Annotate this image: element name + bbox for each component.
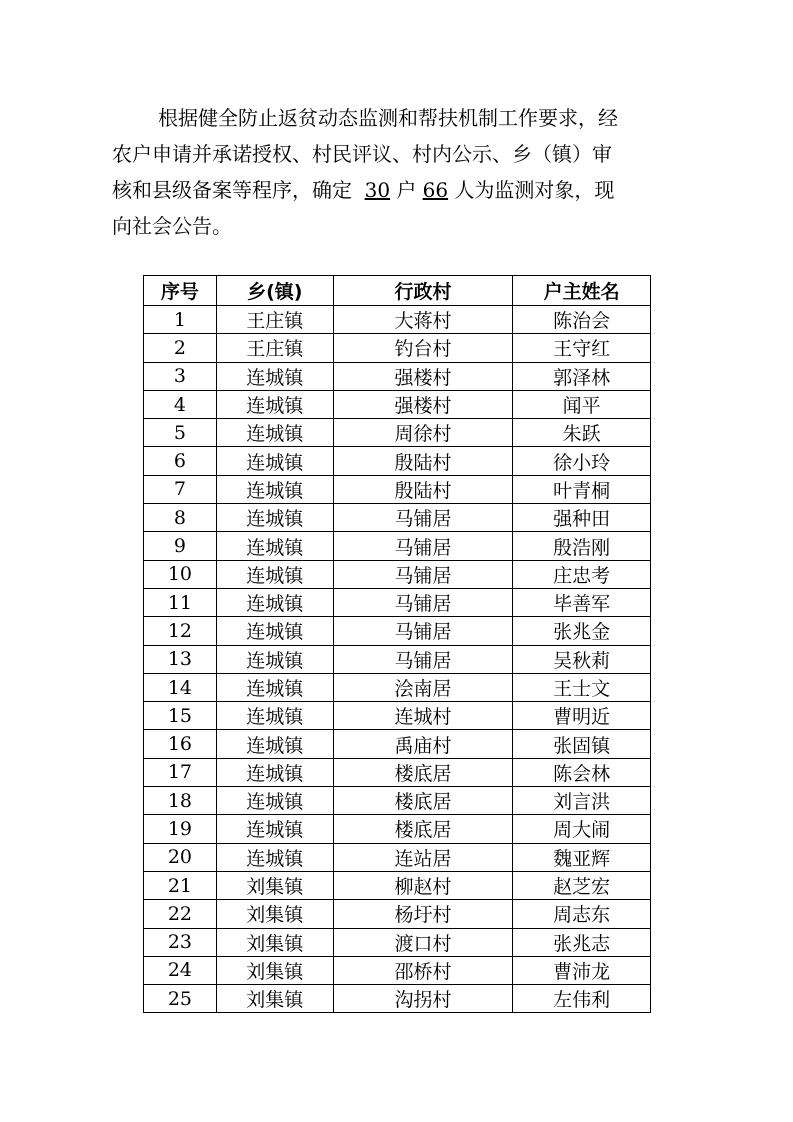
village-cell: 马铺居 xyxy=(333,617,513,645)
table-row xyxy=(144,475,651,503)
row-index: 21 xyxy=(144,871,217,899)
township-cell: 连城镇 xyxy=(216,787,333,815)
table-row xyxy=(144,390,651,418)
table-row xyxy=(144,645,651,673)
row-index: 25 xyxy=(144,985,217,1013)
village-cell: 马铺居 xyxy=(333,504,513,532)
row-index: 7 xyxy=(144,475,217,503)
householder-cell: 左伟利 xyxy=(513,985,651,1013)
township-cell: 连城镇 xyxy=(216,390,333,418)
row-index: 14 xyxy=(144,673,217,701)
township-cell: 刘集镇 xyxy=(216,985,333,1013)
table-row xyxy=(144,306,651,334)
household-count: 30 xyxy=(364,178,391,202)
village-cell: 沟拐村 xyxy=(333,985,513,1013)
village-cell: 马铺居 xyxy=(333,588,513,616)
township-cell: 连城镇 xyxy=(216,673,333,701)
householder-cell: 郭泽林 xyxy=(513,362,651,390)
table-row xyxy=(144,504,651,532)
table-row xyxy=(144,787,651,815)
table-row xyxy=(144,815,651,843)
township-cell: 刘集镇 xyxy=(216,928,333,956)
row-index: 11 xyxy=(144,588,217,616)
table-row xyxy=(144,617,651,645)
householder-cell: 毕善军 xyxy=(513,588,651,616)
village-cell: 楼底居 xyxy=(333,758,513,786)
village-cell: 楼底居 xyxy=(333,787,513,815)
table-row xyxy=(144,871,651,899)
table-row xyxy=(144,900,651,928)
header-householder: 户主姓名 xyxy=(513,276,651,306)
householder-cell: 殷浩刚 xyxy=(513,532,651,560)
table-row xyxy=(144,702,651,730)
village-cell: 马铺居 xyxy=(333,645,513,673)
people-count: 66 xyxy=(422,178,449,202)
row-index: 8 xyxy=(144,504,217,532)
row-index: 24 xyxy=(144,956,217,984)
table-row xyxy=(144,758,651,786)
table-row xyxy=(144,673,651,701)
householder-cell: 陈治会 xyxy=(513,306,651,334)
village-cell: 杨圩村 xyxy=(333,900,513,928)
table-body xyxy=(144,306,651,1013)
row-index: 20 xyxy=(144,843,217,871)
intro-line-4: 向社会公告。 xyxy=(112,214,232,238)
householder-cell: 庄忠考 xyxy=(513,560,651,588)
row-index: 12 xyxy=(144,617,217,645)
table-row xyxy=(144,588,651,616)
table-row xyxy=(144,956,651,984)
householder-cell: 刘言洪 xyxy=(513,787,651,815)
householder-cell: 徐小玲 xyxy=(513,447,651,475)
township-cell: 连城镇 xyxy=(216,702,333,730)
row-index: 5 xyxy=(144,419,217,447)
row-index: 19 xyxy=(144,815,217,843)
householder-cell: 王守红 xyxy=(513,334,651,362)
township-cell: 连城镇 xyxy=(216,645,333,673)
householder-cell: 强种田 xyxy=(513,504,651,532)
intro-line-3 xyxy=(112,172,692,208)
township-cell: 连城镇 xyxy=(216,419,333,447)
township-cell: 连城镇 xyxy=(216,617,333,645)
table-row xyxy=(144,730,651,758)
intro-line-2: 农户申请并承诺授权、村民评议、村内公示、乡（镇）审 xyxy=(112,142,612,166)
row-index: 23 xyxy=(144,928,217,956)
householder-cell: 曹沛龙 xyxy=(513,956,651,984)
row-index: 1 xyxy=(144,306,217,334)
table-row xyxy=(144,843,651,871)
village-cell: 柳赵村 xyxy=(333,871,513,899)
householder-cell: 张兆志 xyxy=(513,928,651,956)
householder-cell: 吴秋莉 xyxy=(513,645,651,673)
township-cell: 连城镇 xyxy=(216,758,333,786)
village-cell: 邵桥村 xyxy=(333,956,513,984)
township-cell: 王庄镇 xyxy=(216,334,333,362)
householder-cell: 叶青桐 xyxy=(513,475,651,503)
table-row xyxy=(144,928,651,956)
householder-cell: 赵芝宏 xyxy=(513,871,651,899)
village-cell: 殷陆村 xyxy=(333,447,513,475)
village-cell: 周徐村 xyxy=(333,419,513,447)
township-cell: 连城镇 xyxy=(216,475,333,503)
township-cell: 连城镇 xyxy=(216,447,333,475)
row-index: 22 xyxy=(144,900,217,928)
row-index: 3 xyxy=(144,362,217,390)
row-index: 18 xyxy=(144,787,217,815)
township-cell: 连城镇 xyxy=(216,730,333,758)
table-header-row xyxy=(144,276,651,306)
row-index: 6 xyxy=(144,447,217,475)
township-cell: 连城镇 xyxy=(216,815,333,843)
householder-cell: 曹明近 xyxy=(513,702,651,730)
village-cell: 禹庙村 xyxy=(333,730,513,758)
householder-cell: 闻平 xyxy=(513,390,651,418)
village-cell: 殷陆村 xyxy=(333,475,513,503)
village-cell: 浍南居 xyxy=(333,673,513,701)
table-row xyxy=(144,419,651,447)
table-row xyxy=(144,560,651,588)
householder-cell: 周志东 xyxy=(513,900,651,928)
table-row xyxy=(144,985,651,1013)
announcement-text xyxy=(112,100,692,244)
village-cell: 钓台村 xyxy=(333,334,513,362)
intro-line-1: 根据健全防止返贫动态监测和帮扶机制工作要求，经 xyxy=(158,106,618,130)
row-index: 10 xyxy=(144,560,217,588)
township-cell: 刘集镇 xyxy=(216,956,333,984)
township-cell: 刘集镇 xyxy=(216,871,333,899)
village-cell: 马铺居 xyxy=(333,532,513,560)
village-cell: 连城村 xyxy=(333,702,513,730)
township-cell: 王庄镇 xyxy=(216,306,333,334)
village-cell: 楼底居 xyxy=(333,815,513,843)
table-row xyxy=(144,447,651,475)
table-row xyxy=(144,362,651,390)
row-index: 9 xyxy=(144,532,217,560)
township-cell: 连城镇 xyxy=(216,560,333,588)
row-index: 17 xyxy=(144,758,217,786)
village-cell: 大蒋村 xyxy=(333,306,513,334)
row-index: 4 xyxy=(144,390,217,418)
table-row xyxy=(144,334,651,362)
township-cell: 连城镇 xyxy=(216,588,333,616)
row-index: 16 xyxy=(144,730,217,758)
row-index: 15 xyxy=(144,702,217,730)
householder-cell: 张兆金 xyxy=(513,617,651,645)
intro-line-3-suffix: 人为监测对象，现 xyxy=(454,178,615,202)
township-cell: 连城镇 xyxy=(216,504,333,532)
village-cell: 强楼村 xyxy=(333,390,513,418)
village-cell: 渡口村 xyxy=(333,928,513,956)
householder-cell: 王士文 xyxy=(513,673,651,701)
unit-hu: 户 xyxy=(396,178,417,202)
township-cell: 连城镇 xyxy=(216,843,333,871)
intro-line-3-prefix: 核和县级备案等程序，确定 xyxy=(112,178,352,202)
monitoring-households-table xyxy=(143,275,651,1013)
table-row xyxy=(144,532,651,560)
village-cell: 马铺居 xyxy=(333,560,513,588)
householder-cell: 魏亚辉 xyxy=(513,843,651,871)
township-cell: 刘集镇 xyxy=(216,900,333,928)
township-cell: 连城镇 xyxy=(216,362,333,390)
header-township: 乡(镇) xyxy=(216,276,333,306)
header-village: 行政村 xyxy=(333,276,513,306)
row-index: 13 xyxy=(144,645,217,673)
householder-cell: 周大闹 xyxy=(513,815,651,843)
householder-cell: 张固镇 xyxy=(513,730,651,758)
header-index: 序号 xyxy=(144,276,217,306)
householder-cell: 朱跃 xyxy=(513,419,651,447)
row-index: 2 xyxy=(144,334,217,362)
township-cell: 连城镇 xyxy=(216,532,333,560)
village-cell: 连站居 xyxy=(333,843,513,871)
village-cell: 强楼村 xyxy=(333,362,513,390)
householder-cell: 陈会林 xyxy=(513,758,651,786)
